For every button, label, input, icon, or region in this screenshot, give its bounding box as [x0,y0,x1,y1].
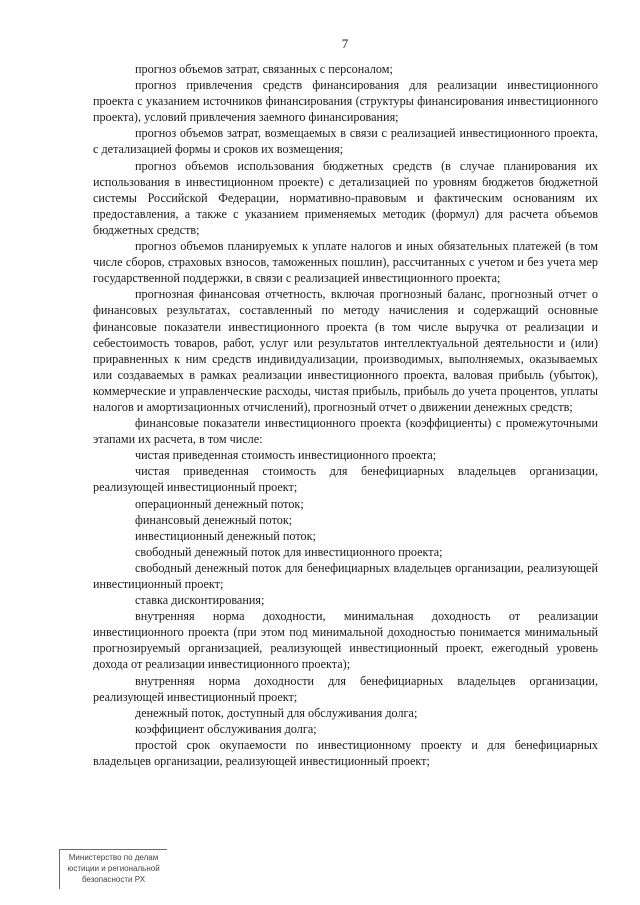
list-item-payback-period: простой срок окупаемости по инвестиционному проекту и для бенефициарных владельцев организации, реализующей инвестиционный проект; [93,737,598,769]
paragraph-personnel-costs: прогноз объемов затрат, связанных с персоналом; [135,62,393,76]
list-item-npv-beneficiaries: чистая приведенная стоимость для бенефициарных владельцев организации, реализующей инвестиционный проект; [93,464,598,495]
paragraph-financial-statements: прогнозная финансовая отчетность, включая прогнозный баланс, прогнозный отчет о финансовых результатах, составленный по методу начисления и содержащий основные финансовые показатели инвестиционного проекта (в том числе выручка от реализации и себестоимость товаров, работ, услуг или результатов интеллектуальной деятельности и (или) приравненных к ним средств индивидуализации, производимых, выполняемых, оказываемых или создаваемых в рамках реализации инвестиционного проекта, валовая прибыль (убыток), коммерческие и управленческие расходы, чистая прибыль, прибыль до учета процентов, уплаты налогов и амортизационных отчислений), прогнозный отчет о движении денежных средств; [93,287,598,414]
list-item-npv-project: чистая приведенная стоимость инвестиционного проекта; [135,448,437,463]
paragraph-taxes-forecast: прогноз объемов планируемых к уплате налогов и иных обязательных платежей (в том числе сборов, страховых взносов, таможенных пошлин), рассчитанных с учетом и без учета мер государственной поддержки, в связи с реализацией инвестиционного проекта; [93,239,598,286]
list-item-free-cash-flow-beneficiaries: свободный денежный поток для бенефициарных владельцев организации, реализующей инвестиционный проект; [93,560,598,591]
list-item-investing-cash-flow: инвестиционный денежный поток; [135,528,316,543]
paragraph-budget-funds: прогноз объемов использования бюджетных средств (в случае планирования их использования в инвестиционном проекте) с детализацией по уровням бюджетов бюджетной системы Российской Федерации, нормативно-правовым и фактическим основаниям их предоставления, а также с указанием применяемых методик (формул) для расчета объемов бюджетных средств; [93,158,598,237]
list-item-discount-rate: ставка дисконтирования; [135,593,265,608]
list-item-cash-flow-debt-service: денежный поток, доступный для обслуживания долга; [135,705,418,720]
stamp-line: Министерство по делам [68,853,159,862]
registration-stamp [59,849,167,889]
page-number: 7 [341,36,349,51]
list-item-debt-service-ratio: коэффициент обслуживания долга; [135,721,317,736]
list-item-irr-minimum-yield: внутренняя норма доходности, минимальная доходность от реализации инвестиционного проекта (при этом под минимальной доходностью понимается минимальный прогнозируемый организацией, реализующей инвестиционный проект, ежегодный уровень дохода от реализации инвестиционного проекта); [93,609,598,672]
list-item-irr-beneficiaries: внутренняя норма доходности для бенефициарных владельцев организации, реализующей инвестиционный проект; [93,673,598,704]
document-body [93,61,598,769]
list-item-free-cash-flow-project: свободный денежный поток для инвестиционного проекта; [135,544,443,559]
list-item-financing-cash-flow: финансовый денежный поток; [135,512,293,527]
stamp-line: юстиции и региональной [67,864,160,873]
list-item-operating-cash-flow: операционный денежный поток; [135,496,304,511]
paragraph-reimbursed-costs: прогноз объемов затрат, возмещаемых в связи с реализацией инвестиционного проекта, с детализацией формы и сроков их возмещения; [93,126,598,157]
stamp-line: безопасности РХ [81,875,146,884]
paragraph-financial-indicators: финансовые показатели инвестиционного проекта (коэффициенты) с промежуточными этапами их расчета, в том числе: [93,416,598,447]
paragraph-financing-forecast: прогноз привлечения средств финансирования для реализации инвестиционного проекта с указанием источников финансирования (структуры финансирования инвестиционного проекта), условий привлечения заемного финансирования; [93,78,598,125]
